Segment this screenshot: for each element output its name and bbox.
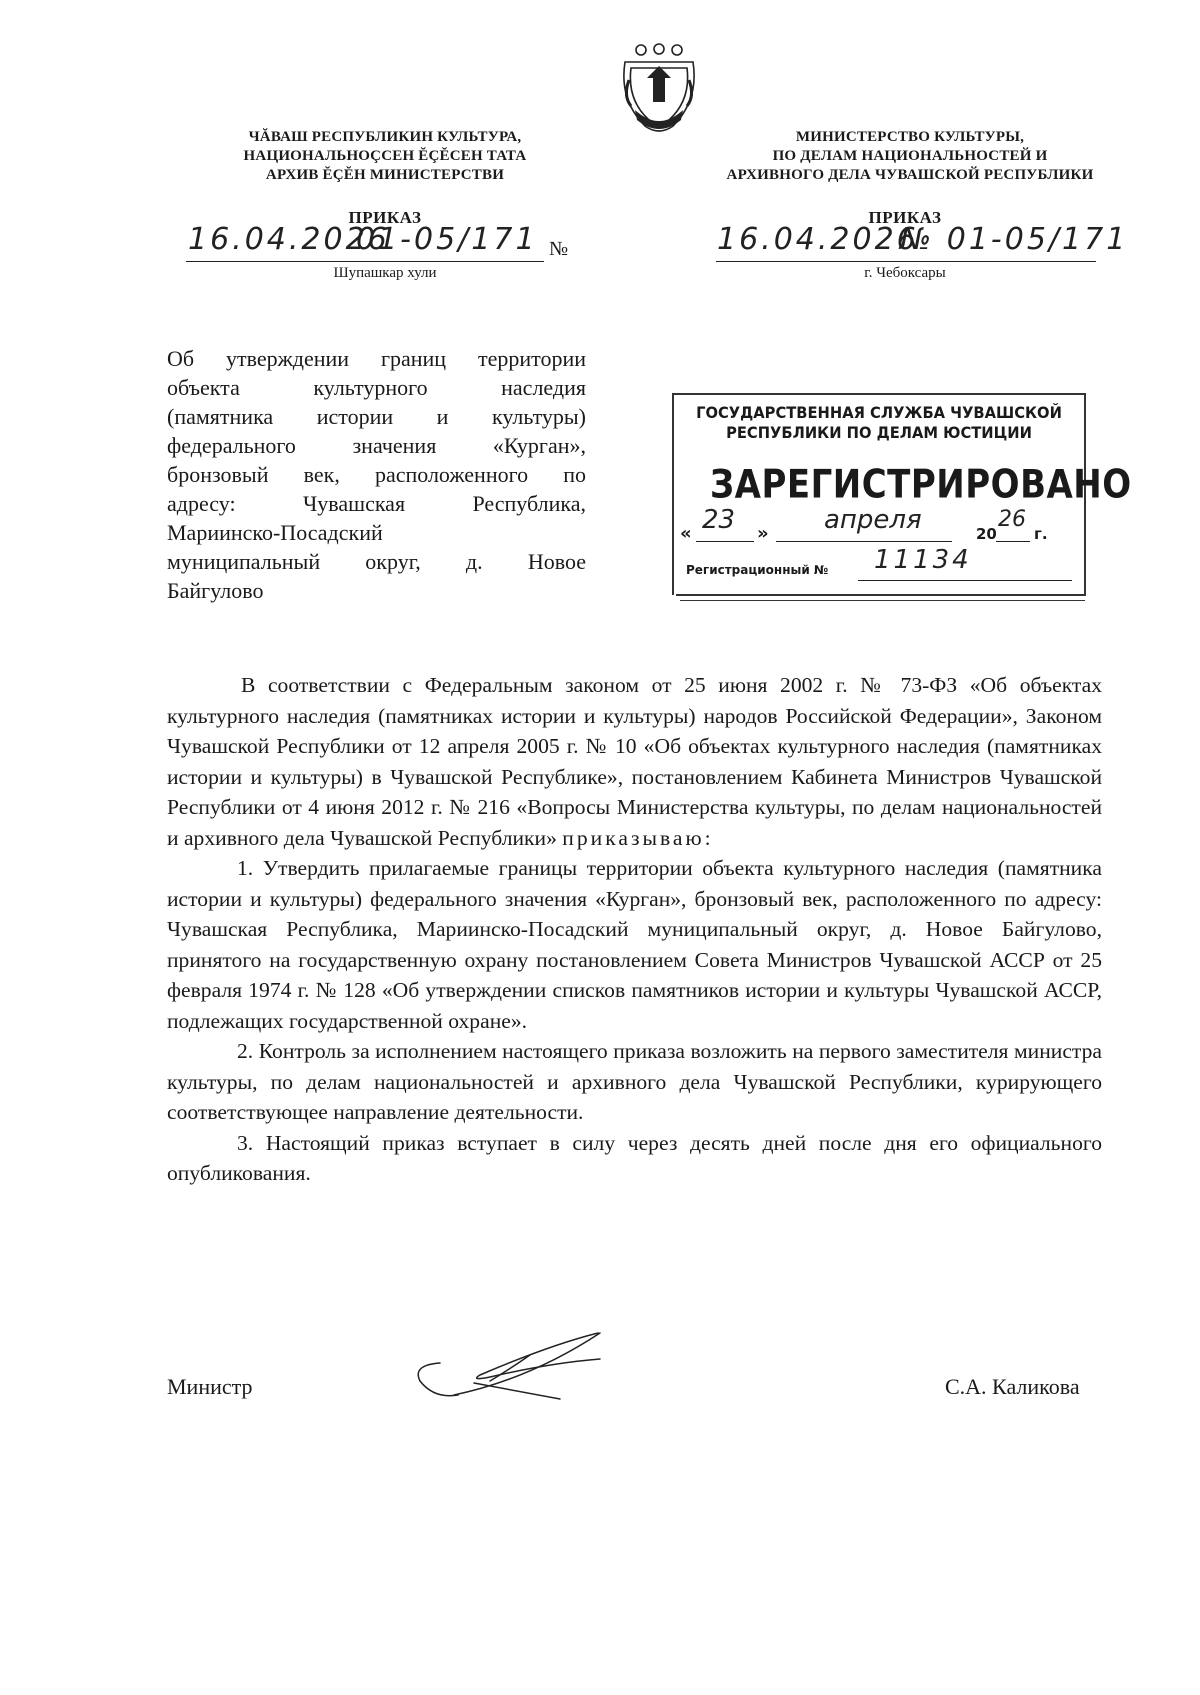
subject-line: (памятника истории и культуры) [167, 404, 586, 429]
stamp-year-g: г. [1034, 525, 1048, 543]
stamp-reg-label: Регистрационный № [686, 563, 829, 577]
right-place: г. Чебоксары [864, 265, 946, 281]
stamp-shadow-line-2 [680, 600, 1085, 601]
stamp-month: апреля [824, 505, 922, 535]
stamp-shadow-line [676, 594, 1086, 596]
left-org-line-2: НАЦИОНАЛЬНОÇСЕН ĔÇĔСЕН ТАТА [243, 148, 527, 164]
left-handwritten-number: 01-05/171 [356, 222, 538, 257]
stamp-reg-line [858, 580, 1072, 581]
stamp-reg-number: 11134 [874, 545, 972, 575]
handwritten-signature [410, 1325, 630, 1415]
stamp-org [690, 403, 1067, 443]
stamp-quote-open: « [680, 523, 692, 544]
right-handwritten-number: № 01-05/171 [900, 222, 1129, 257]
stamp-day-line [696, 541, 754, 542]
right-org-line-2: ПО ДЕЛАМ НАЦИОНАЛЬНОСТЕЙ И [772, 148, 1048, 164]
order-word: приказываю: [562, 825, 714, 850]
right-handwritten-date: 16.04.2026 [717, 222, 919, 257]
left-handwritten-date: 16.04.2026 [188, 222, 390, 257]
subject-line: федерального значения «Курган», [167, 433, 586, 458]
left-doc-type: ПРИКАЗ [348, 208, 422, 227]
subject-line: Байгулово [167, 578, 264, 603]
right-org-header [700, 128, 1120, 185]
stamp-year-prefix: 20 [976, 525, 997, 543]
stamp-year-line [996, 541, 1030, 542]
signatory-position: Министр [167, 1374, 253, 1399]
document-body [167, 670, 1102, 1189]
subject-line: адресу: Чувашская Республика, [167, 491, 586, 516]
subject-line: муниципальный округ, д. Новое [167, 549, 586, 574]
left-org-line-1: ЧĂВАШ РЕСПУБЛИКИН КУЛЬТУРА, [248, 129, 522, 145]
left-number-sign: № [549, 238, 569, 260]
stamp-status: ЗАРЕГИСТРИРОВАНО [710, 462, 1132, 508]
coat-of-arms-emblem [615, 40, 703, 140]
preamble-text: В соответствии с Федеральным законом от 25 июня 2002 г. № 73-ФЗ «Об объектах культурного наследия (памятниках истории и культуры) народов Российской Федерации», Законом Чувашской Республики от 12 апреля 2005 г. № 10 «Об объектах культурного наследия (памятниках истории и культуры) в Чувашской Республике», постановлением Кабинета Министров Чувашской Республики от 4 июня 2012 г. № 216 «Вопросы Министерства культуры, по делам национальностей и архивного дела Чувашской Республики» [167, 673, 1102, 850]
stamp-quote-close: » [757, 523, 769, 544]
stamp-year-suffix: 26 [998, 507, 1026, 532]
stamp-org-line-2: РЕСПУБЛИКИ ПО ДЕЛАМ ЮСТИЦИИ [726, 423, 1032, 442]
subject-line: объекта культурного наследия [167, 375, 586, 400]
right-org-line-1: МИНИСТЕРСТВО КУЛЬТУРЫ, [795, 129, 1025, 145]
right-org-line-3: АРХИВНОГО ДЕЛА ЧУВАШСКОЙ РЕСПУБЛИКИ [726, 167, 1094, 183]
preamble-paragraph [167, 670, 1102, 853]
item-1-paragraph: 1. Утвердить прилагаемые границы территории объекта культурного наследия (памятника истории и культуры) федерального значения «Курган», бронзовый век, расположенного по адресу: Чувашская Республика, Мариинско-Посадский муниципальный округ, д. Новое Байгулово, принятого на государственную охрану постановлением Совета Министров Чувашской АССР от 25 февраля 1974 г. № 128 «Об утверждении списков памятников истории и культуры Чувашской АССР, подлежащих государственной охране». [167, 856, 1102, 1033]
stamp-org-line-1: ГОСУДАРСТВЕННАЯ СЛУЖБА ЧУВАШСКОЙ [696, 403, 1062, 422]
right-number-line [716, 261, 1096, 262]
item-3-paragraph: 3. Настоящий приказ вступает в силу через десять дней после дня его официального опубликования. [167, 1130, 1102, 1185]
item-2-paragraph: 2. Контроль за исполнением настоящего приказа возложить на первого заместителя министра культуры, по делам национальностей и архивного дела Чувашской Республики, курирующего соответствующее направление деятельности. [167, 1039, 1102, 1124]
left-org-header [200, 128, 570, 185]
right-doc-type: ПРИКАЗ [868, 208, 942, 227]
stamp-month-line [776, 541, 952, 542]
subject-line: бронзовый век, расположенного по [167, 462, 586, 487]
left-org-line-3: АРХИВ ĔÇĔН МИНИСТЕРСТВИ [265, 167, 505, 183]
subject-line: Мариинско-Посадский [167, 520, 383, 545]
signatory-name: С.А. Каликова [945, 1374, 1080, 1399]
subject-line: Об утверждении границ территории [167, 346, 586, 371]
stamp-day: 23 [702, 505, 736, 535]
document-subject [167, 344, 586, 605]
registration-stamp [672, 393, 1132, 595]
left-place: Шупашкар хули [333, 265, 437, 281]
left-number-line [186, 261, 544, 262]
